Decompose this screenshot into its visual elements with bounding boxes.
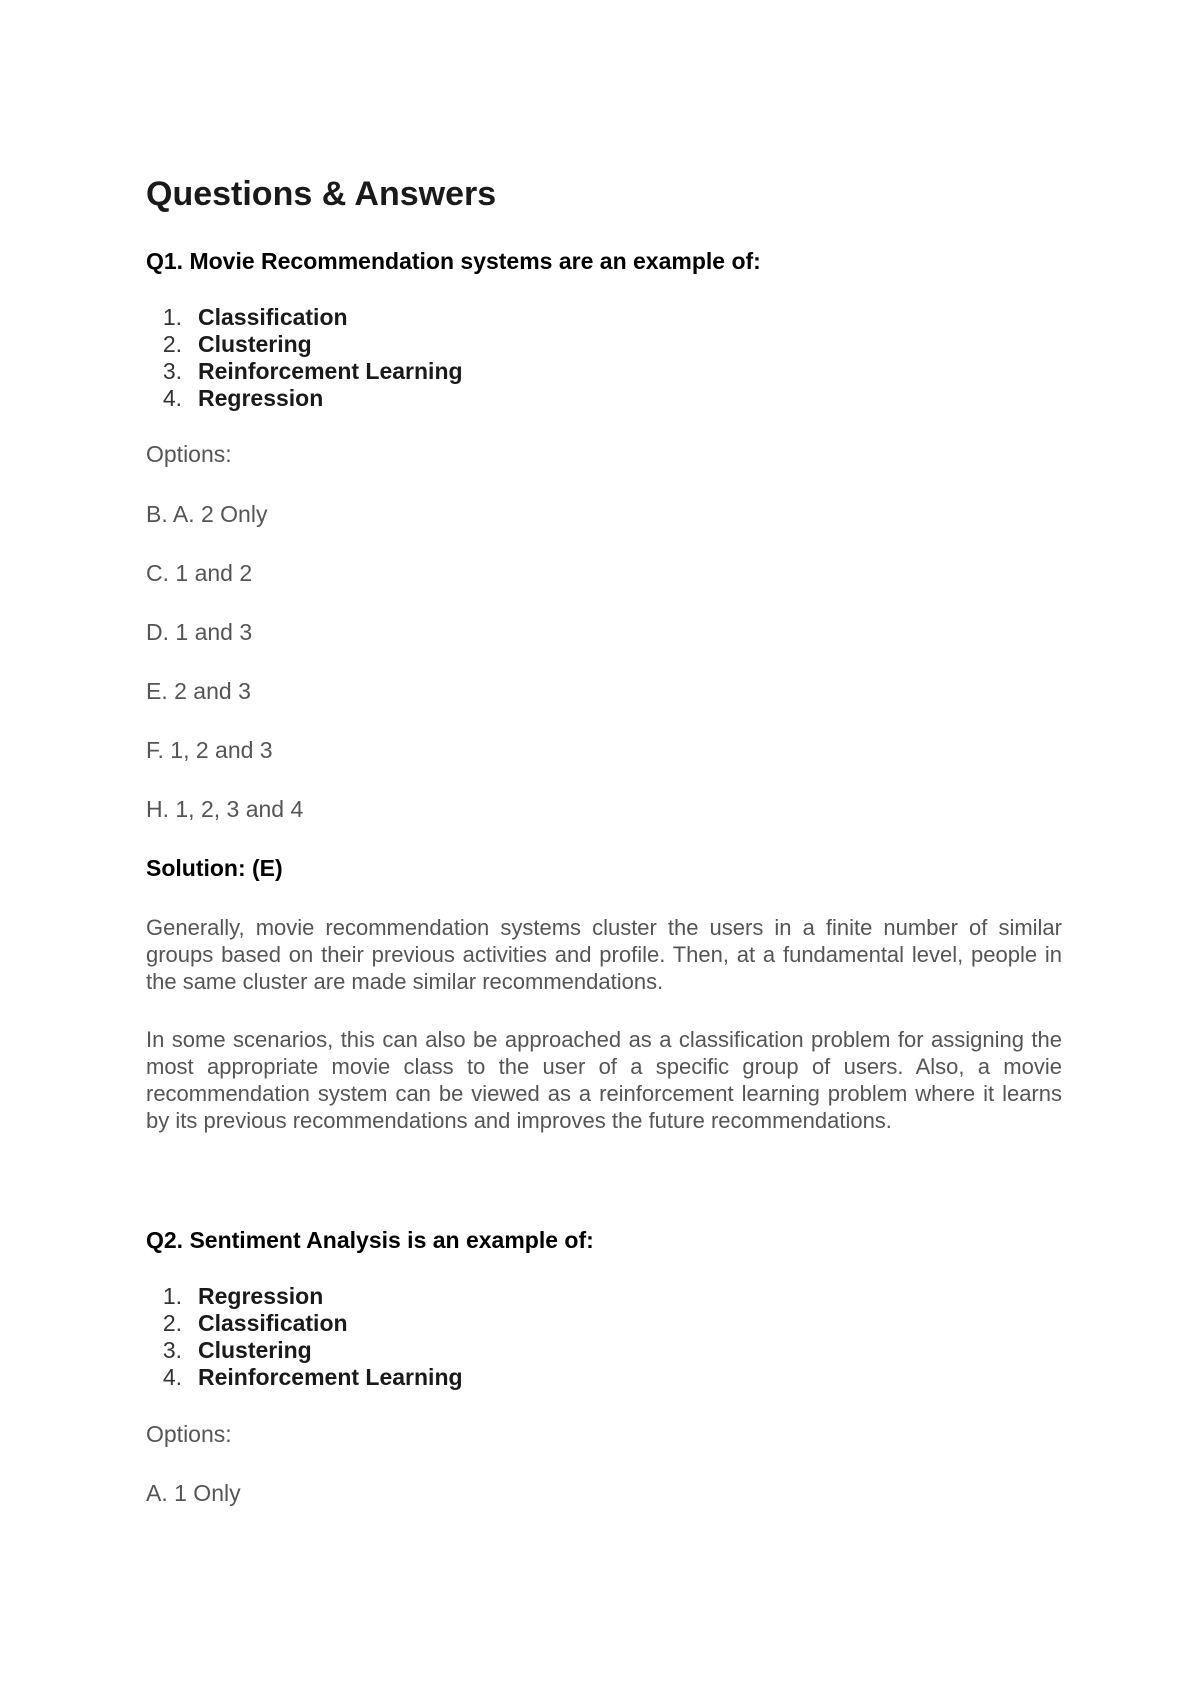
list-label: Clustering [198, 331, 312, 357]
q2-options-heading: Options: [146, 1421, 232, 1447]
list-number: 3. [162, 1337, 182, 1363]
q2-item [146, 1337, 463, 1364]
list-label: Regression [198, 385, 324, 411]
q2-item [146, 1364, 463, 1391]
list-number: 2. [162, 331, 182, 357]
q1-option: E. 2 and 3 [146, 678, 251, 704]
page-title: Questions & Answers [146, 175, 497, 213]
list-label: Classification [198, 304, 348, 330]
q1-item [146, 304, 463, 331]
list-number: 4. [162, 1364, 182, 1390]
q1-solution: Solution: (E) [146, 855, 283, 881]
list-number: 1. [162, 1283, 182, 1309]
list-number: 3. [162, 358, 182, 384]
q1-option: H. 1, 2, 3 and 4 [146, 796, 304, 822]
q1-item [146, 331, 463, 358]
q2-option: A. 1 Only [146, 1480, 241, 1506]
list-label: Reinforcement Learning [198, 358, 463, 384]
q1-option: B. A. 2 Only [146, 501, 268, 527]
q1-explanation-paragraph: In some scenarios, this can also be approached as a classification problem for assigning the most appropriate movie class to the user of a specific group of users. Also, a movie recommendation system can be viewed as a reinforcement learning problem where it learns by its previous recommendations and improves the future recommendations. [146, 1027, 1062, 1133]
q1-item [146, 385, 463, 412]
q1-item [146, 358, 463, 385]
q1-option: C. 1 and 2 [146, 560, 253, 586]
q1-explanation-paragraph: Generally, movie recommendation systems cluster the users in a finite number of similar groups based on their previous activities and profile. Then, at a fundamental level, people in the same cluster are made similar recommendations. [146, 915, 1062, 994]
list-number: 1. [162, 304, 182, 330]
q1-question: Q1. Movie Recommendation systems are an example of: [146, 248, 761, 274]
q1-option: F. 1, 2 and 3 [146, 737, 273, 763]
list-number: 2. [162, 1310, 182, 1336]
list-label: Clustering [198, 1337, 312, 1363]
q1-item-list [146, 304, 463, 412]
list-label: Reinforcement Learning [198, 1364, 463, 1390]
list-label: Regression [198, 1283, 324, 1309]
q1-option: D. 1 and 3 [146, 619, 253, 645]
list-label: Classification [198, 1310, 348, 1336]
q2-item [146, 1283, 463, 1310]
q1-options-heading: Options: [146, 441, 232, 467]
q2-item [146, 1310, 463, 1337]
q2-item-list [146, 1283, 463, 1391]
list-number: 4. [162, 385, 182, 411]
q2-question: Q2. Sentiment Analysis is an example of: [146, 1227, 594, 1253]
